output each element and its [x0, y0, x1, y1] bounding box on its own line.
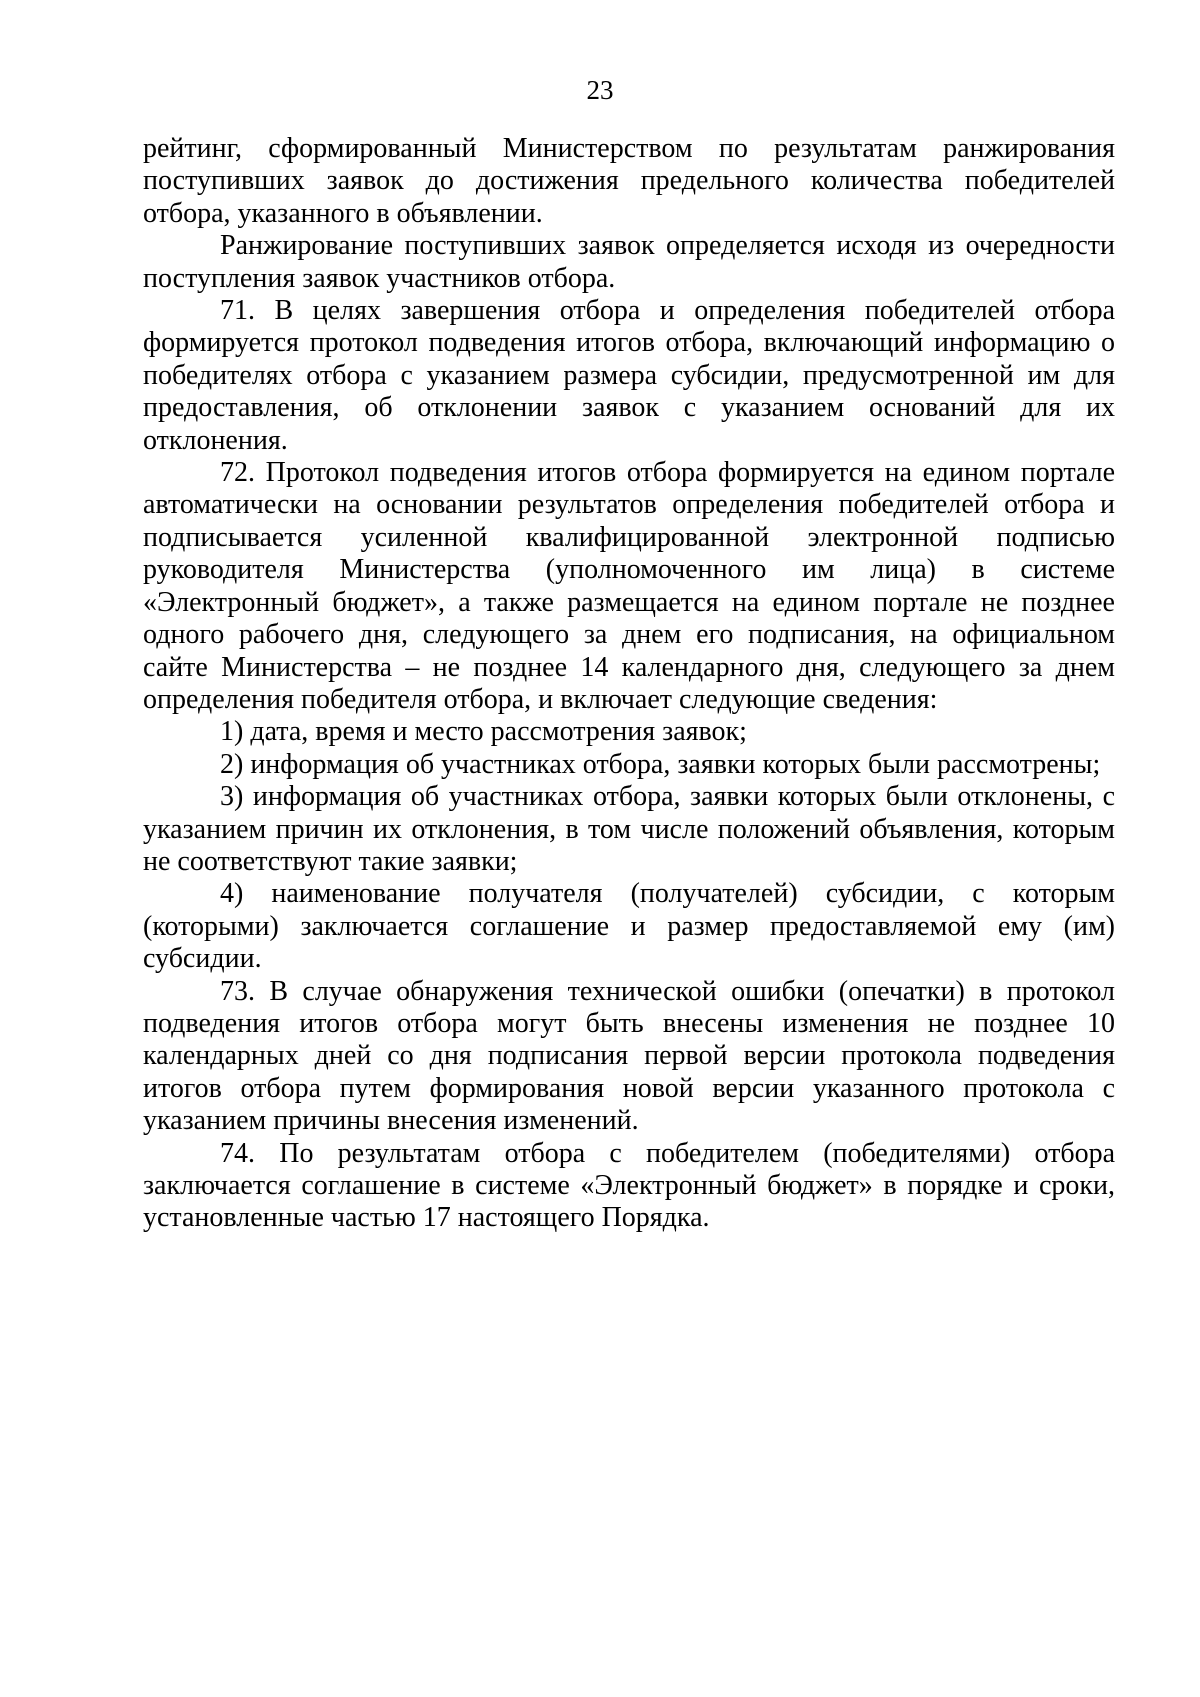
paragraph-clause-74: 74. По результатам отбора с победителем (победителями) отбора заключается соглашение в системе «Электронный бюджет» в порядке и сроки, установленные частью 17 настоящего Порядка.	[143, 1137, 1115, 1234]
paragraph-clause-71: 71. В целях завершения отбора и определения победителей отбора формируется протокол подведения итогов отбора, включающий информацию о победителях отбора с указанием размера субсидии, предусмотренной им для предоставления, об отклонении заявок с указанием оснований для их отклонения.	[143, 295, 1115, 456]
paragraph-clause-72-item-3: 3) информация об участниках отбора, заявки которых были отклонены, с указанием причин их отклонения, в том числе положений объявления, которым не соответствуют такие заявки;	[143, 781, 1115, 877]
document-body	[143, 133, 1115, 1235]
page-number: 23	[586, 75, 614, 105]
paragraph-clause-72-item-2: 2) информация об участниках отбора, заявки которых были рассмотрены;	[220, 748, 1101, 780]
paragraph-continuation: рейтинг, сформированный Министерством по результатам ранжирования поступивших заявок до достижения предельного количества победителей отбора, указанного в объявлении.	[143, 133, 1115, 229]
paragraph-ranking: Ранжирование поступивших заявок определяется исходя из очередности поступления заявок участников отбора.	[143, 230, 1115, 294]
paragraph-clause-72-item-4: 4) наименование получателя (получателей) субсидии, с которым (которыми) заключается соглашение и размер предоставляемой ему (им) субсидии.	[143, 878, 1115, 975]
paragraph-clause-72: 72. Протокол подведения итогов отбора формируется на едином портале автоматически на основании результатов определения победителей отбора и подписывается усиленной квалифицированной электронной подписью руководителя Министерства (уполномоченного им лица) в системе «Электронный бюджет», а также размещается на едином портале не позднее одного рабочего дня, следующего за днем его подписания, на официальном сайте Министерства – не позднее 14 календарного дня, следующего за днем определения победителя отбора, и включает следующие сведения:	[143, 457, 1115, 715]
paragraph-clause-72-item-1: 1) дата, время и место рассмотрения заявок;	[220, 716, 747, 748]
paragraph-clause-73: 73. В случае обнаружения технической ошибки (опечатки) в протокол подведения итогов отбора могут быть внесены изменения не позднее 10 календарных дней со дня подписания первой версии протокола подведения итогов отбора путем формирования новой версии указанного протокола с указанием причины внесения изменений.	[143, 975, 1115, 1137]
